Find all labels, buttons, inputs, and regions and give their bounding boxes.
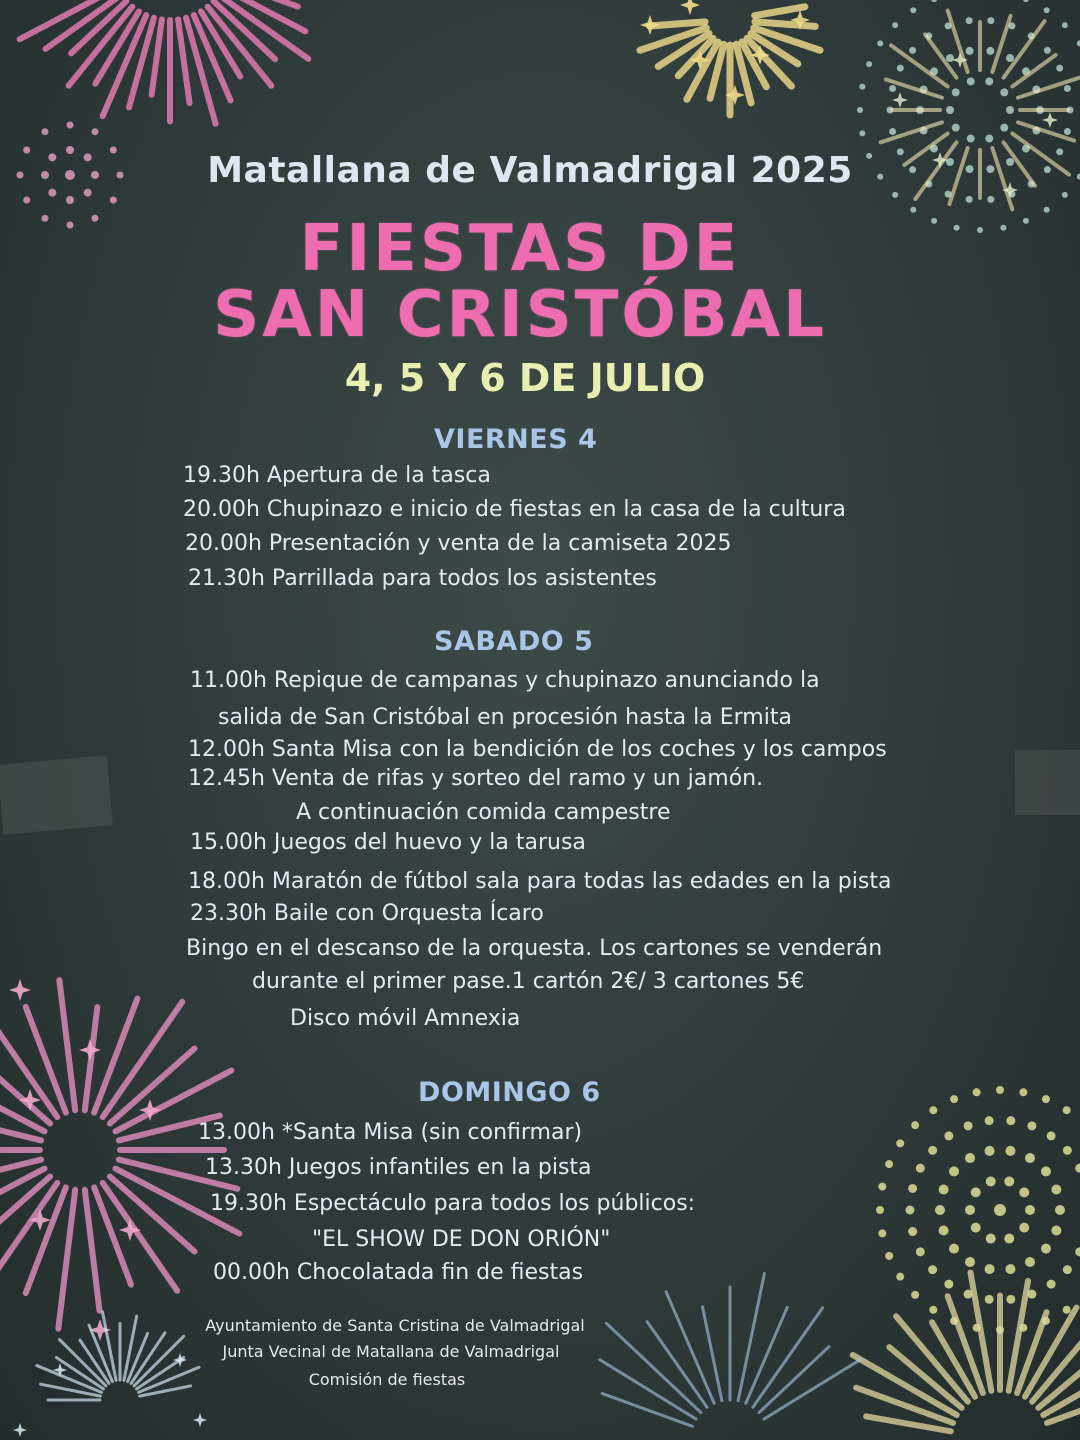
event-line: 18.00h Maratón de fútbol sala para todas las edades en la pista [188,869,892,894]
poster-dates: 4, 5 Y 6 DE JULIO [344,356,706,400]
day-heading-viernes: VIERNES 4 [434,424,598,455]
event-line: 21.30h Parrillada para todos los asistentes [188,566,657,591]
poster-subtitle: Matallana de Valmadrigal 2025 [207,150,853,191]
footer-organizer-2: Junta Vecinal de Matallana de Valmadrigal [222,1342,560,1361]
event-line: Disco móvil Amnexia [290,1006,521,1031]
event-line: 12.45h Venta de rifas y sorteo del ramo y un jamón. [188,766,764,791]
event-line: 20.00h Presentación y venta de la camiseta 2025 [185,531,732,556]
event-line: 13.00h *Santa Misa (sin confirmar) [198,1120,583,1145]
poster-title-line2: SAN CRISTÓBAL [213,278,827,352]
event-line: "EL SHOW DE DON ORIÓN" [312,1227,611,1252]
event-line: 20.00h Chupinazo e inicio de fiestas en la casa de la cultura [183,497,846,522]
footer-organizer-1: Ayuntamiento de Santa Cristina de Valmadrigal [205,1316,585,1335]
day-heading-domingo: DOMINGO 6 [418,1077,601,1108]
day-heading-sabado: SABADO 5 [434,626,594,657]
poster-title-line1: FIESTAS DE [299,212,741,286]
event-line: 19.30h Apertura de la tasca [183,463,491,488]
event-line: 12.00h Santa Misa con la bendición de los coches y los campos [188,737,887,762]
event-line: Bingo en el descanso de la orquesta. Los cartones se venderán [186,936,883,961]
event-line: 15.00h Juegos del huevo y la tarusa [190,830,586,855]
event-line: 19.30h Espectáculo para todos los públicos: [210,1191,696,1216]
event-line: durante el primer pase.1 cartón 2€/ 3 cartones 5€ [252,969,805,994]
event-line: A continuación comida campestre [296,800,671,825]
event-line: salida de San Cristóbal en procesión hasta la Ermita [218,705,792,730]
footer-organizer-3: Comisión de fiestas [308,1370,466,1389]
event-line: 23.30h Baile con Orquesta Ícaro [190,901,544,926]
event-line: 13.30h Juegos infantiles en la pista [205,1155,592,1180]
event-line: 00.00h Chocolatada fin de fiestas [213,1260,584,1285]
event-line: 11.00h Repique de campanas y chupinazo anunciando la [190,668,820,693]
